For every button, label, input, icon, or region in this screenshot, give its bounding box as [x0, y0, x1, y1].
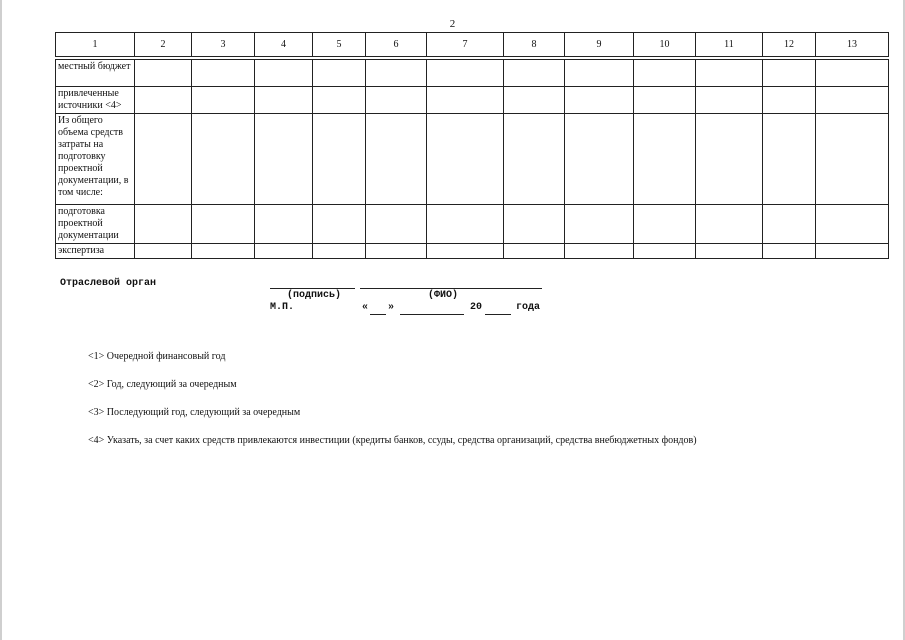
day-line	[370, 314, 386, 315]
footnote: <3> Последующий год, следующий за очередным	[88, 407, 301, 418]
year-suffix: года	[516, 302, 541, 313]
data-table	[55, 32, 889, 259]
name-caption: (ФИО)	[428, 290, 459, 301]
column-header: 7	[427, 33, 504, 57]
year-line	[485, 314, 511, 315]
stamp-mark: М.П.	[270, 302, 295, 313]
row-label: экспертиза	[56, 244, 135, 259]
table-row	[56, 205, 889, 244]
row-label: привлеченные источники <4>	[56, 87, 135, 114]
row-label: местный бюджет	[56, 60, 135, 87]
column-header: 5	[313, 33, 366, 57]
org-label: Отраслевой орган	[60, 278, 157, 289]
column-header: 3	[192, 33, 255, 57]
signature-line	[270, 288, 355, 289]
footnote: <2> Год, следующий за очередным	[88, 379, 237, 390]
footnote: <1> Очередной финансовый год	[88, 351, 226, 362]
row-label: Из общего объема средств затраты на подготовку проектной документации, в том числе:	[56, 114, 135, 205]
column-header: 11	[696, 33, 763, 57]
year-prefix: 20	[470, 302, 483, 313]
column-header: 12	[763, 33, 816, 57]
column-header: 8	[504, 33, 565, 57]
column-header: 9	[565, 33, 634, 57]
scan-edge-left	[0, 0, 2, 640]
date-quote-open: «	[362, 302, 369, 313]
name-line	[360, 288, 542, 289]
footnote: <4> Указать, за счет каких средств привлекаются инвестиции (кредиты банков, ссуды, средства организаций, средства внебюджетных фондов)	[88, 435, 697, 446]
table-row	[56, 114, 889, 205]
column-header: 6	[366, 33, 427, 57]
signature-caption: (подпись)	[287, 290, 342, 301]
column-header: 10	[634, 33, 696, 57]
row-label: подготовка проектной документации	[56, 205, 135, 244]
date-quote-close: »	[388, 302, 395, 313]
page-number: 2	[449, 18, 456, 30]
column-header: 1	[56, 33, 135, 57]
month-line	[400, 314, 464, 315]
table-row	[56, 60, 889, 87]
table-row	[56, 244, 889, 259]
column-header: 2	[135, 33, 192, 57]
column-header: 4	[255, 33, 313, 57]
table-row	[56, 87, 889, 114]
table-header-row	[56, 33, 889, 57]
column-header: 13	[816, 33, 889, 57]
